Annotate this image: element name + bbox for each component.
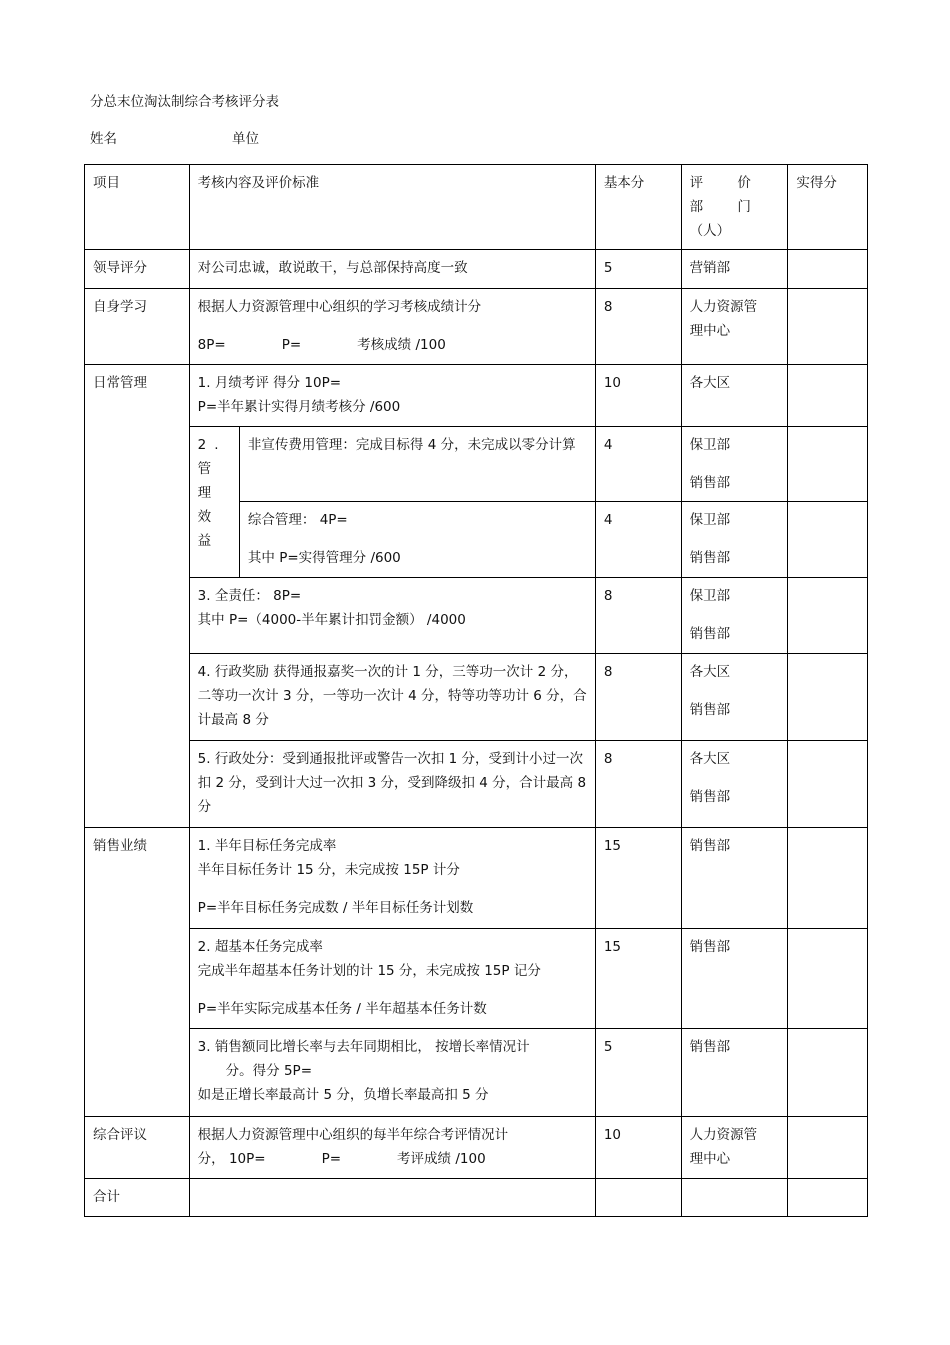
table-row <box>85 1029 868 1117</box>
daily-item2b-dept2: 销售部 <box>689 550 731 566</box>
sales-item2-content <box>189 929 595 1029</box>
daily-item3-score: 8 <box>595 578 681 654</box>
actual-score-cell[interactable] <box>788 1179 868 1217</box>
sales-item1-score: 15 <box>595 828 681 929</box>
daily-item1-dept: 各大区 <box>681 365 788 427</box>
daily-item2a-dept2: 销售部 <box>689 475 731 491</box>
daily-item5-content: 5. 行政处分：受到通报批评或警告一次扣 1 分，受到计小过一次扣 2 分，受到计大过一次扣 3 分，受到降级扣 4 分，合计最高 8 分 <box>189 741 595 828</box>
actual-score-cell[interactable] <box>788 289 868 365</box>
daily-item1-content <box>189 365 595 427</box>
name-label: 姓名 <box>90 131 117 147</box>
comprehensive-line2b: P= <box>321 1151 342 1167</box>
daily-item2a-dept <box>681 427 788 502</box>
actual-score-cell[interactable] <box>788 427 868 502</box>
table-row <box>85 654 868 741</box>
self-study-formula <box>198 333 587 357</box>
sales-item3-content <box>189 1029 595 1117</box>
comprehensive-dept <box>681 1117 788 1179</box>
table-row <box>85 1117 868 1179</box>
daily-item1-line1: 1. 月绩考评 得分 10P= <box>197 375 342 391</box>
table-row <box>85 1179 868 1217</box>
daily-item2b-dept1: 保卫部 <box>689 512 731 528</box>
evaluation-table <box>84 164 868 1217</box>
sales-item3-score: 5 <box>595 1029 681 1117</box>
self-study-content <box>189 289 595 365</box>
daily-item3-dept <box>681 578 788 654</box>
header-dept-line1: 评 价 部 门 <box>689 175 766 215</box>
daily-item3-dept2: 销售部 <box>689 626 731 642</box>
daily-item2a-score: 4 <box>595 427 681 502</box>
comprehensive-line2c: 考评成绩 /100 <box>397 1151 486 1167</box>
daily-item3-content <box>189 578 595 654</box>
unit-label: 单位 <box>232 131 259 147</box>
self-study-formula-a: 8P= <box>197 337 226 353</box>
daily-item2a-content: 非宣传费用管理：完成目标得 4 分，未完成以零分计算 <box>239 427 595 502</box>
daily-item2-label: 2. 管 理 效 益 <box>189 427 239 578</box>
leadership-project: 领导评分 <box>85 250 190 289</box>
comprehensive-line2a: 分， 10P= <box>197 1151 266 1167</box>
table-row <box>85 578 868 654</box>
comprehensive-line1: 根据人力资源管理中心组织的每半年综合考评情况计 <box>197 1127 509 1143</box>
header-base-score: 基本分 <box>595 165 681 250</box>
daily-item2b-line1: 综合管理： 4P= <box>247 512 348 528</box>
leadership-dept: 营销部 <box>681 250 788 289</box>
self-study-formula-c: 考核成绩 /100 <box>357 337 446 353</box>
daily-item5-score: 8 <box>595 741 681 828</box>
actual-score-cell[interactable] <box>788 828 868 929</box>
total-project: 合计 <box>85 1179 190 1217</box>
total-dept <box>681 1179 788 1217</box>
table-row <box>85 828 868 929</box>
actual-score-cell[interactable] <box>788 1117 868 1179</box>
daily-item1-line2: P=半年累计实得月绩考核分 /600 <box>197 399 401 415</box>
header-dept <box>681 165 788 250</box>
self-study-formula-b: P= <box>281 337 302 353</box>
self-study-project: 自身学习 <box>85 289 190 365</box>
total-score <box>595 1179 681 1217</box>
actual-score-cell[interactable] <box>788 929 868 1029</box>
sales-item2-line3: P=半年实际完成基本任务 / 半年超基本任务计数 <box>197 1001 487 1017</box>
daily-item2b-dept <box>681 502 788 578</box>
actual-score-cell[interactable] <box>788 654 868 741</box>
daily-item2a-dept1: 保卫部 <box>689 437 731 453</box>
daily-item2b-content <box>239 502 595 578</box>
actual-score-cell[interactable] <box>788 1029 868 1117</box>
table-row <box>85 929 868 1029</box>
comprehensive-dept-line2: 理中心 <box>689 1151 731 1167</box>
comprehensive-project: 综合评议 <box>85 1117 190 1179</box>
page-title: 分总末位淘汰制综合考核评分表 <box>90 94 279 110</box>
self-study-score: 8 <box>595 289 681 365</box>
self-study-dept-line2: 理中心 <box>689 323 731 339</box>
actual-score-cell[interactable] <box>788 741 868 828</box>
header-actual: 实得分 <box>788 165 868 250</box>
header-content: 考核内容及评价标准 <box>189 165 595 250</box>
leadership-score: 5 <box>595 250 681 289</box>
table-row <box>85 741 868 828</box>
table-row <box>85 250 868 289</box>
leadership-content: 对公司忠诚，敢说敢干，与总部保持高度一致 <box>189 250 595 289</box>
actual-score-cell[interactable] <box>788 365 868 427</box>
sales-item1-line1: 1. 半年目标任务完成率 <box>197 838 337 854</box>
daily-item3-dept1: 保卫部 <box>689 588 731 604</box>
sales-item3-line2: 分。得分 5P= <box>225 1063 313 1079</box>
sales-item2-line1: 2. 超基本任务完成率 <box>197 939 323 955</box>
total-content <box>189 1179 595 1217</box>
daily-item5-dept1: 各大区 <box>689 751 731 767</box>
daily-item4-dept1: 各大区 <box>689 664 731 680</box>
sales-item2-dept: 销售部 <box>681 929 788 1029</box>
daily-item4-content: 4. 行政奖励 获得通报嘉奖一次的计 1 分，三等功一次计 2 分，二等功一次计 3 分，一等功一次计 4 分，特等功等功计 6 分，合计最高 8 分 <box>189 654 595 741</box>
table-row <box>85 427 868 502</box>
self-study-line1: 根据人力资源管理中心组织的学习考核成绩计分 <box>197 299 482 315</box>
comprehensive-dept-line1: 人力资源管 <box>689 1127 758 1143</box>
table-row <box>85 289 868 365</box>
daily-item5-dept2: 销售部 <box>689 789 731 805</box>
sales-item1-line2: 半年目标任务计 15 分，未完成按 15P 计分 <box>197 862 460 878</box>
actual-score-cell[interactable] <box>788 502 868 578</box>
comprehensive-line2 <box>198 1147 587 1171</box>
actual-score-cell[interactable] <box>788 578 868 654</box>
header-dept-line2: （人） <box>689 223 731 239</box>
sales-item2-line2: 完成半年超基本任务计划的计 15 分，未完成按 15P 记分 <box>197 963 541 979</box>
sales-project: 销售业绩 <box>85 828 190 1117</box>
sales-item1-content <box>189 828 595 929</box>
table-row <box>85 365 868 427</box>
sales-item1-dept: 销售部 <box>681 828 788 929</box>
comprehensive-content <box>189 1117 595 1179</box>
daily-item4-score: 8 <box>595 654 681 741</box>
sales-item3-line3: 如是正增长率最高计 5 分，负增长率最高扣 5 分 <box>197 1087 489 1103</box>
daily-item4-dept2: 销售部 <box>689 702 731 718</box>
sales-item3-dept: 销售部 <box>681 1029 788 1117</box>
actual-score-cell[interactable] <box>788 250 868 289</box>
daily-item3-line2: 其中 P=（4000-半年累计扣罚金额） /4000 <box>197 612 466 628</box>
daily-item5-dept <box>681 741 788 828</box>
daily-item4-dept <box>681 654 788 741</box>
sales-item1-line3: P=半年目标任务完成数 / 半年目标任务计划数 <box>197 900 474 916</box>
daily-item2b-line2: 其中 P=实得管理分 /600 <box>247 550 401 566</box>
table-header-row <box>85 165 868 250</box>
daily-item2b-score: 4 <box>595 502 681 578</box>
daily-project: 日常管理 <box>85 365 190 828</box>
self-study-dept <box>681 289 788 365</box>
daily-item1-score: 10 <box>595 365 681 427</box>
daily-item3-line1: 3. 全责任： 8P= <box>197 588 302 604</box>
sales-item3-line1: 3. 销售额同比增长率与去年同期相比， 按增长率情况计 <box>197 1039 530 1055</box>
header-project: 项目 <box>85 165 190 250</box>
self-study-dept-line1: 人力资源管 <box>689 299 758 315</box>
comprehensive-score: 10 <box>595 1117 681 1179</box>
sales-item2-score: 15 <box>595 929 681 1029</box>
